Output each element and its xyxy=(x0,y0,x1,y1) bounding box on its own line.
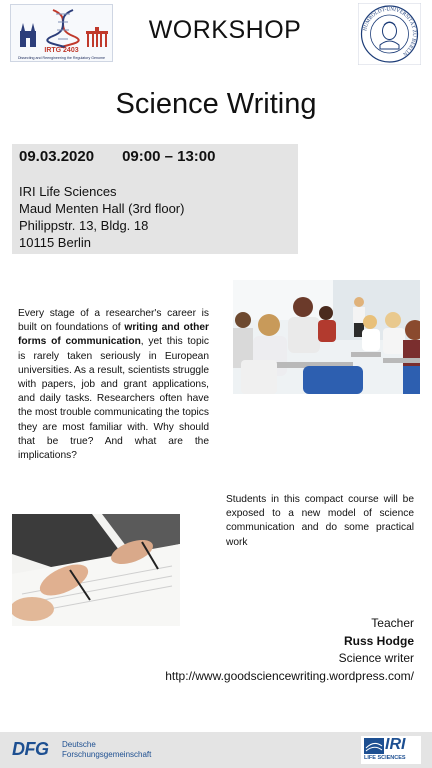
dfg-logo xyxy=(12,738,152,762)
dfg-logo-name xyxy=(62,740,151,759)
dfg-name-line1: Deutsche xyxy=(62,740,96,749)
event-info-box xyxy=(12,144,298,254)
teacher-title: Science writer xyxy=(338,651,414,665)
teacher-block xyxy=(114,615,414,685)
course-note-paragraph: Students in this compact course will be exposed to a new model of science communication and do some practical work xyxy=(226,494,414,548)
iri-globe-icon xyxy=(364,738,384,754)
irtg-logo-subtitle: Dissecting and Reengineering the Regulatory Genome xyxy=(17,56,106,60)
page-title: Science Writing xyxy=(115,88,317,120)
hu-seal-logo xyxy=(358,3,421,65)
footer-bar xyxy=(0,732,432,768)
teacher-role: Teacher xyxy=(371,616,414,630)
brandenburg-gate-icon xyxy=(85,27,109,47)
teacher-url-link[interactable]: http://www.goodsciencewriting.wordpress.com/ xyxy=(165,668,414,683)
dna-helix-icon xyxy=(45,8,81,48)
event-time: 09:00 – 13:00 xyxy=(122,148,216,165)
description-text-part2: , yet this topic is rarely taken seriously in European universities. As a result, scientists struggle with papers, job and grant applications, and daily tasks. Researchers often have the most trouble communicating the topics they are most familiar with. Why should that be true? And what are the implications? xyxy=(18,336,209,462)
classroom-photo xyxy=(233,280,420,394)
hu-seal-text: HUMBOLDT-UNIVERSITÄT ZU BERLIN xyxy=(362,6,418,57)
header xyxy=(0,0,432,68)
address-line: 10115 Berlin xyxy=(19,235,92,250)
event-datetime xyxy=(19,148,215,165)
writing-hands-photo xyxy=(12,514,180,626)
address-line: Maud Menten Hall (3rd floor) xyxy=(19,201,185,216)
dfg-logo-letters: DFG xyxy=(12,739,49,759)
teacher-name: Russ Hodge xyxy=(343,633,414,648)
church-icon xyxy=(17,21,39,47)
description-paragraph xyxy=(18,307,209,463)
address-line: Philippstr. 13, Bldg. 18 xyxy=(19,218,149,233)
iri-logo-subtext: LIFE SCIENCES xyxy=(364,755,406,761)
workshop-heading: WORKSHOP xyxy=(148,16,302,44)
dfg-name-line2: Forschungsgemeinschaft xyxy=(62,749,152,759)
iri-logo-text: IRI xyxy=(385,736,406,753)
address-line: IRI Life Sciences xyxy=(19,184,117,199)
irtg-logo-title: IRTG 2403 xyxy=(44,47,79,54)
event-date: 09.03.2020 xyxy=(19,148,95,165)
irtg-logo xyxy=(10,4,113,62)
description-text-part1: Every stage of a researcher's career is built on foundations of xyxy=(18,308,209,334)
description-bold-text: writing and other forms of communication xyxy=(18,322,209,348)
iri-logo xyxy=(361,736,421,764)
